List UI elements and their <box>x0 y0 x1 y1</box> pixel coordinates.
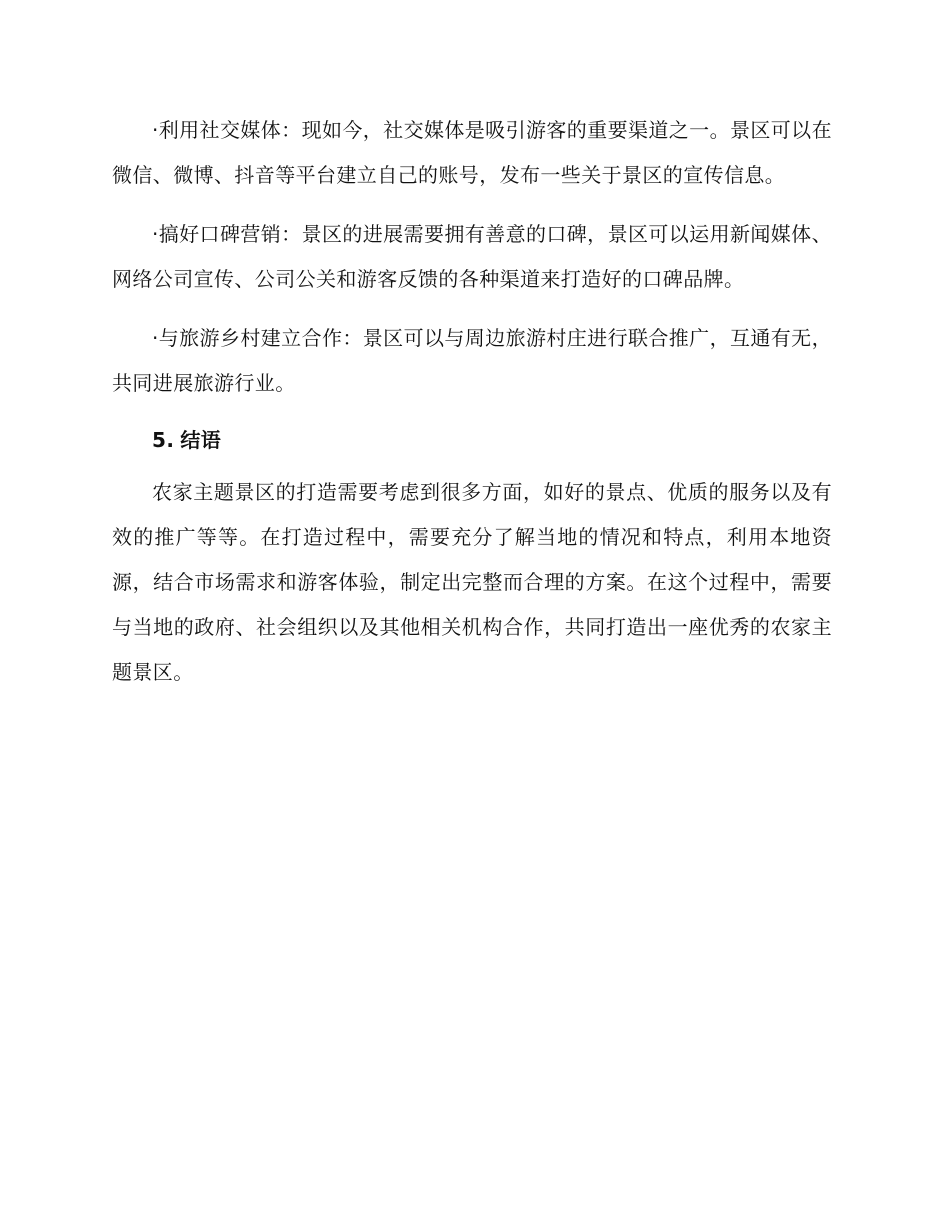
section-title: 结语 <box>180 428 222 452</box>
bullet-word-of-mouth: ·搞好口碑营销：景区的进展需要拥有善意的口碑，景区可以运用新闻媒体、网络公司宣传、公司公关和游客反馈的各种渠道来打造好的口碑品牌。 <box>112 222 832 291</box>
section-number: 5. <box>152 428 175 452</box>
bullet-village-cooperation: ·与旅游乡村建立合作：景区可以与周边旅游村庄进行联合推广，互通有无，共同进展旅游行业。 <box>112 326 832 395</box>
bullet-social-media: ·利用社交媒体：现如今，社交媒体是吸引游客的重要渠道之一。景区可以在微信、微博、抖音等平台建立自己的账号，发布一些关于景区的宣传信息。 <box>112 118 832 187</box>
section-heading <box>112 420 832 460</box>
conclusion-paragraph: 农家主题景区的打造需要考虑到很多方面，如好的景点、优质的服务以及有效的推广等等。在打造过程中，需要充分了解当地的情况和特点，利用本地资源，结合市场需求和游客体验，制定出完整而合理的方案。在这个过程中，需要与当地的政府、社会组织以及其他相关机构合作，共同打造出一座优秀的农家主题景区。 <box>112 480 832 684</box>
document-body <box>112 108 832 695</box>
